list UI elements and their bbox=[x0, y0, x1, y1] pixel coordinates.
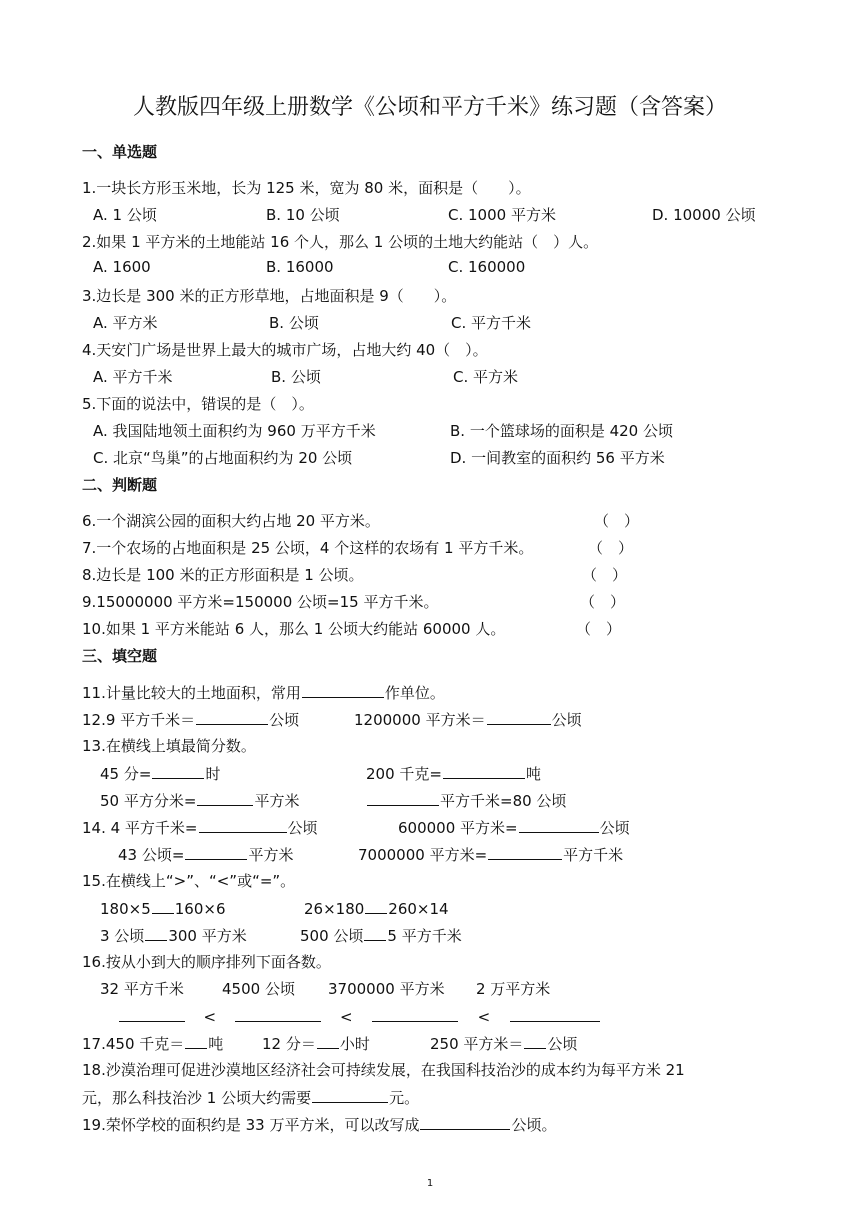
question-1: 1.一块长方形玉米地，长为 125 米，宽为 80 米，面积是（ ）。 bbox=[82, 179, 531, 197]
page-title: 人教版四年级上册数学《公顷和平方千米》练习题（含答案） bbox=[132, 95, 727, 120]
question-19 bbox=[82, 1113, 557, 1135]
question-14-item-3 bbox=[118, 843, 293, 865]
q17-part1-text: 17.450 千克＝ bbox=[82, 1035, 185, 1053]
q13-item-1-unit: 时 bbox=[205, 765, 221, 783]
q5-option-c: C. 北京“鸟巢”的占地面积约为 20 公顷 bbox=[93, 449, 353, 467]
q12-blank-2[interactable] bbox=[487, 708, 551, 725]
question-11 bbox=[82, 681, 445, 703]
q12-part2-text: 1200000 平方米＝ bbox=[354, 711, 486, 729]
q3-option-b: B. 公顷 bbox=[269, 314, 319, 332]
q1-option-b: B. 10 公顷 bbox=[266, 206, 340, 224]
q14-item-4-text: 7000000 平方米= bbox=[358, 846, 488, 864]
q13-item-4 bbox=[366, 789, 566, 811]
question-12-part2 bbox=[354, 708, 582, 730]
section-heading-fill-in: 三、填空题 bbox=[82, 647, 158, 665]
q2-option-a: A. 1600 bbox=[93, 258, 151, 276]
q15-compare-1-left: 180×5 bbox=[100, 900, 151, 918]
question-13: 13.在横线上填最简分数。 bbox=[82, 737, 256, 755]
question-18-line-2 bbox=[82, 1086, 419, 1108]
q11-answer-blank[interactable] bbox=[302, 681, 384, 698]
q14-item-2-text: 600000 平方米= bbox=[398, 819, 518, 837]
q13-item-1-text: 45 分= bbox=[100, 765, 152, 783]
q15-compare-2 bbox=[304, 897, 449, 918]
q14-blank-3[interactable] bbox=[185, 843, 247, 860]
q16-order-row bbox=[118, 1005, 601, 1026]
q15-compare-3 bbox=[100, 924, 247, 946]
q16-less-than-3: < bbox=[477, 1008, 491, 1026]
question-15: 15.在横线上“>”、“<”或“=”。 bbox=[82, 872, 296, 890]
q15-compare-4 bbox=[300, 924, 462, 946]
q2-option-b: B. 16000 bbox=[266, 258, 334, 276]
q13-item-1 bbox=[100, 762, 220, 784]
question-4: 4.天安门广场是世界上最大的城市广场，占地大约 40（ ）。 bbox=[82, 341, 488, 359]
section-heading-true-false: 二、判断题 bbox=[82, 476, 158, 494]
q5-option-a: A. 我国陆地领土面积约为 960 万平方千米 bbox=[93, 422, 376, 440]
q14-blank-4[interactable] bbox=[488, 843, 562, 860]
q14-item-3-unit: 平方米 bbox=[248, 846, 294, 864]
q1-option-d: D. 10000 公顷 bbox=[652, 206, 756, 224]
q5-option-d: D. 一间教室的面积约 56 平方米 bbox=[450, 449, 665, 467]
q16-less-than-2: < bbox=[340, 1008, 353, 1026]
q17-blank-1[interactable] bbox=[185, 1032, 207, 1049]
q15-compare-2-left: 26×180 bbox=[304, 900, 365, 918]
question-17-part2 bbox=[262, 1032, 370, 1054]
q15-blank-1[interactable] bbox=[152, 897, 174, 914]
q11-text-before: 11.计量比较大的土地面积，常用 bbox=[82, 684, 301, 702]
question-7: 7.一个农场的占地面积是 25 公顷，4 个这样的农场有 1 平方千米。 bbox=[82, 539, 534, 557]
q17-part2-text: 12 分＝ bbox=[262, 1035, 316, 1053]
q7-answer-paren: （ ） bbox=[588, 539, 634, 557]
q3-option-a: A. 平方米 bbox=[93, 314, 158, 332]
q13-blank-4[interactable] bbox=[367, 789, 439, 806]
question-17-part3 bbox=[430, 1032, 577, 1054]
q13-item-2 bbox=[366, 762, 541, 784]
q17-part3-text: 250 平方米＝ bbox=[430, 1035, 524, 1053]
question-8: 8.边长是 100 米的正方形面积是 1 公顷。 bbox=[82, 566, 364, 584]
q17-blank-2[interactable] bbox=[317, 1032, 339, 1049]
q13-item-3-unit: 平方米 bbox=[254, 792, 300, 810]
q14-item-2-unit: 公顷 bbox=[599, 819, 630, 837]
q16-blank-2[interactable] bbox=[235, 1005, 321, 1022]
q1-option-a: A. 1 公顷 bbox=[93, 206, 157, 224]
q19-answer-blank[interactable] bbox=[420, 1113, 510, 1130]
q13-item-3-text: 50 平方分米= bbox=[100, 792, 197, 810]
q16-blank-1[interactable] bbox=[119, 1005, 185, 1022]
q17-part3-unit: 公顷 bbox=[547, 1035, 578, 1053]
q13-item-2-text: 200 千克= bbox=[366, 765, 442, 783]
q2-option-c: C. 160000 bbox=[448, 258, 526, 276]
q3-option-c: C. 平方千米 bbox=[451, 314, 532, 332]
q16-blank-3[interactable] bbox=[372, 1005, 458, 1022]
q13-item-4-text: 平方千米=80 公顷 bbox=[440, 792, 567, 810]
q14-blank-2[interactable] bbox=[519, 816, 599, 833]
question-3: 3.边长是 300 米的正方形草地，占地面积是 9（ ）。 bbox=[82, 287, 457, 305]
q16-blank-4[interactable] bbox=[510, 1005, 600, 1022]
q15-compare-1-right: 160×6 bbox=[174, 900, 226, 918]
q9-answer-paren: （ ） bbox=[580, 593, 626, 611]
q18-text-before: 元，那么科技治沙 1 公顷大约需要 bbox=[82, 1089, 312, 1107]
q5-option-b: B. 一个篮球场的面积是 420 公顷 bbox=[450, 422, 673, 440]
question-17-part1 bbox=[82, 1032, 223, 1054]
q13-item-2-unit: 吨 bbox=[525, 765, 541, 783]
q8-answer-paren: （ ） bbox=[582, 566, 628, 584]
q17-part2-unit: 小时 bbox=[339, 1035, 370, 1053]
question-14-item-4 bbox=[358, 843, 623, 865]
q13-item-3 bbox=[100, 789, 299, 811]
q15-compare-3-right: 300 平方米 bbox=[168, 927, 247, 945]
q14-item-3-text: 43 公顷= bbox=[118, 846, 185, 864]
question-9: 9.15000000 平方米=150000 公顷=15 平方千米。 bbox=[82, 593, 439, 611]
question-16: 16.按从小到大的顺序排列下面各数。 bbox=[82, 953, 331, 971]
q4-option-a: A. 平方千米 bbox=[93, 368, 173, 386]
q4-option-b: B. 公顷 bbox=[271, 368, 321, 386]
question-14-item-2 bbox=[398, 816, 630, 838]
q18-answer-blank[interactable] bbox=[312, 1086, 388, 1103]
q13-blank-2[interactable] bbox=[443, 762, 525, 779]
page-number: 1 bbox=[426, 1178, 434, 1189]
question-2: 2.如果 1 平方米的土地能站 16 个人，那么 1 公顷的土地大约能站（ ）人。 bbox=[82, 233, 599, 251]
q12-part1-text: 12.9 平方千米＝ bbox=[82, 711, 196, 729]
q16-item-4: 2 万平方米 bbox=[476, 980, 551, 998]
q17-part1-unit: 吨 bbox=[208, 1035, 224, 1053]
q11-text-after: 作单位。 bbox=[384, 684, 445, 702]
q15-blank-4[interactable] bbox=[364, 924, 386, 941]
q12-part2-unit: 公顷 bbox=[551, 711, 582, 729]
q15-compare-1 bbox=[100, 897, 226, 918]
q6-answer-paren: （ ） bbox=[594, 512, 640, 530]
question-5: 5.下面的说法中，错误的是（ ）。 bbox=[82, 395, 314, 413]
q19-text-after: 公顷。 bbox=[511, 1116, 557, 1134]
q4-option-c: C. 平方米 bbox=[453, 368, 519, 386]
q15-blank-2[interactable] bbox=[365, 897, 387, 914]
q15-compare-3-left: 3 公顷 bbox=[100, 927, 145, 945]
q14-item-4-unit: 平方千米 bbox=[563, 846, 624, 864]
question-6: 6.一个湖滨公园的面积大约占地 20 平方米。 bbox=[82, 512, 380, 530]
q13-blank-3[interactable] bbox=[197, 789, 253, 806]
q14-blank-1[interactable] bbox=[199, 816, 287, 833]
q1-option-c: C. 1000 平方米 bbox=[448, 206, 556, 224]
question-12 bbox=[82, 708, 299, 730]
q10-answer-paren: （ ） bbox=[576, 620, 622, 638]
q15-compare-2-right: 260×14 bbox=[388, 900, 449, 918]
q15-compare-4-left: 500 公顷 bbox=[300, 927, 364, 945]
question-10: 10.如果 1 平方米能站 6 人，那么 1 公顷大约能站 60000 人。 bbox=[82, 620, 506, 638]
q13-blank-1[interactable] bbox=[152, 762, 204, 779]
q14-item-1-text: 14. 4 平方千米= bbox=[82, 819, 198, 837]
q16-item-2: 4500 公顷 bbox=[222, 980, 295, 998]
q16-less-than-1: < bbox=[203, 1008, 217, 1026]
q15-compare-4-right: 5 平方千米 bbox=[387, 927, 462, 945]
q15-blank-3[interactable] bbox=[145, 924, 167, 941]
q17-blank-3[interactable] bbox=[524, 1032, 546, 1049]
q16-item-1: 32 平方千米 bbox=[100, 980, 184, 998]
q14-item-1-unit: 公顷 bbox=[287, 819, 318, 837]
question-18-line-1: 18.沙漠治理可促进沙漠地区经济社会可持续发展，在我国科技治沙的成本约为每平方米 21 bbox=[82, 1061, 685, 1079]
q12-blank-1[interactable] bbox=[196, 708, 268, 725]
q16-item-3: 3700000 平方米 bbox=[328, 980, 445, 998]
q18-text-after: 元。 bbox=[389, 1089, 420, 1107]
section-heading-single-choice: 一、单选题 bbox=[82, 143, 158, 161]
question-14-item-1 bbox=[82, 816, 318, 838]
q12-part1-unit: 公顷 bbox=[269, 711, 300, 729]
q19-text-before: 19.荣怀学校的面积约是 33 万平方米，可以改写成 bbox=[82, 1116, 420, 1134]
